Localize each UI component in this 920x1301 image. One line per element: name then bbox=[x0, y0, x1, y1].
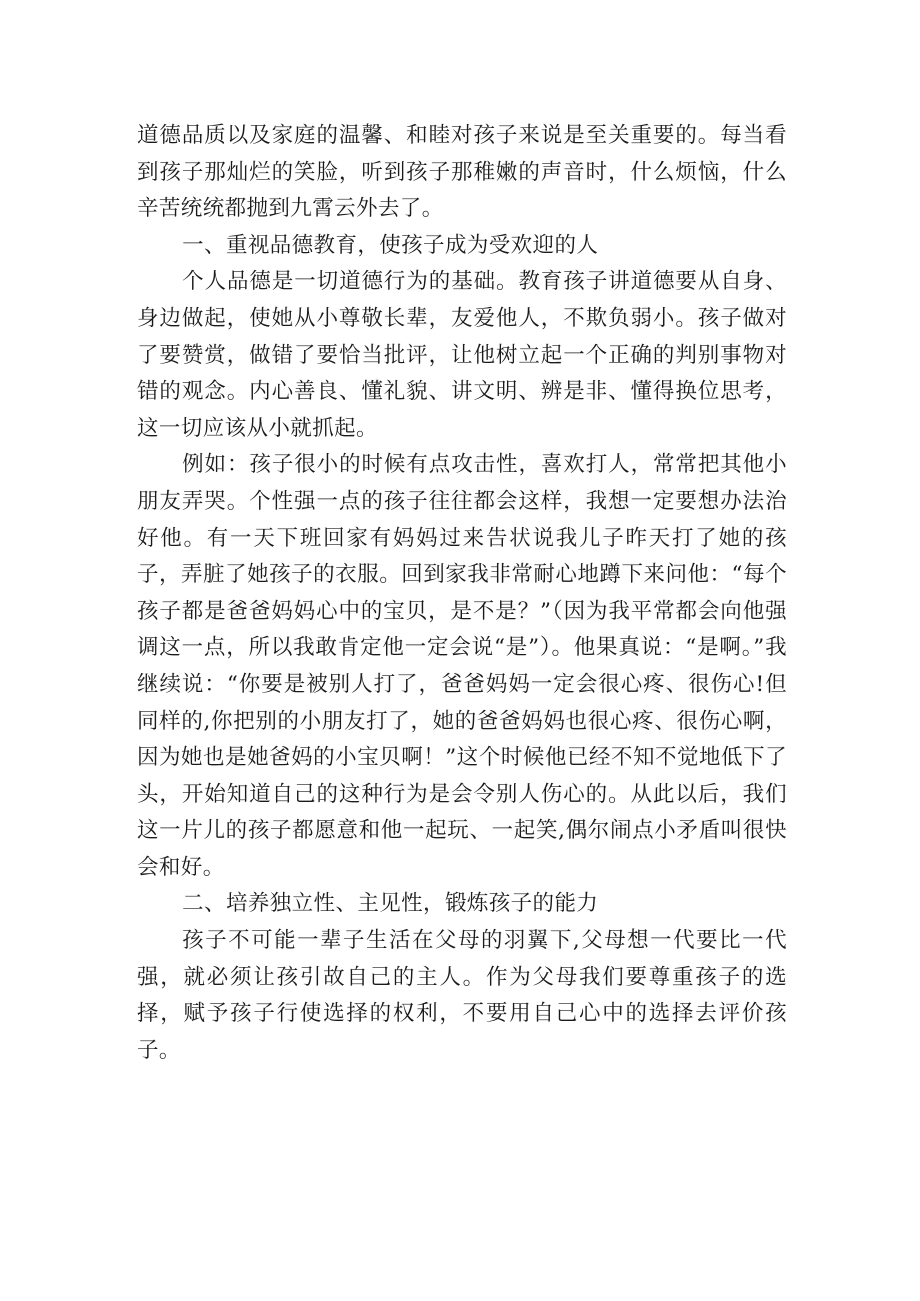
paragraph-independence: 孩子不可能一辈子生活在父母的羽翼下,父母想一代要比一代强，就必须让孩引故自己的主人。作为父母我们要尊重孩子的选择，赋予孩子行使选择的权利，不要用自己心中的选择去评价孩子。 bbox=[137, 928, 787, 1063]
paragraph-continuation: 道德品质以及家庭的温馨、和睦对孩子来说是至关重要的。每当看到孩子那灿烂的笑脸，听到孩子那稚嫩的声音时，什么烦恼，什么辛苦统统都抛到九霄云外去了。 bbox=[137, 123, 787, 222]
paragraph-example: 例如：孩子很小的时候有点攻击性，喜欢打人，常常把其他小朋友弄哭。个性强一点的孩子往往都会这样，我想一定要想办法治好他。有一天下班回家有妈妈过来告状说我儿子昨天打了她的孩子，弄脏了她孩子的衣服。回到家我非常耐心地蹲下来问他：“每个孩子都是爸爸妈妈心中的宝贝，是不是？”（因为我平常都会向他强调这一点，所以我敢肯定他一定会说“是”）。他果真说：“是啊。”我继续说：“你要是被别人打了，爸爸妈妈一定会很心疼、很伤心!但同样的,你把别的小朋友打了，她的爸爸妈妈也很心疼、很伤心啊，因为她也是她爸妈的小宝贝啊！”这个时候他已经不知不觉地低下了头，开始知道自己的这种行为是会令别人伤心的。从此以后，我们这一片儿的孩子都愿意和他一起玩、一起笑,偶尔闹点小矛盾叫很快会和好。 bbox=[137, 452, 787, 880]
paragraph-character: 个人品德是一切道德行为的基础。教育孩子讲道德要从自身、身边做起，使她从小尊敬长辈，友爱他人，不欺负弱小。孩子做对了要赞赏，做错了要恰当批评，让他树立起一个正确的判别事物对错的观念。内心善良、懂礼貌、讲文明、辨是非、懂得换位思考，这一切应该从小就抓起。 bbox=[137, 269, 787, 441]
section-heading-2: 二、培养独立性、主见性，锻炼孩子的能力 bbox=[182, 891, 599, 917]
section-heading-1: 一、重视品德教育，使孩子成为受欢迎的人 bbox=[182, 232, 599, 258]
document-body bbox=[137, 118, 787, 1069]
